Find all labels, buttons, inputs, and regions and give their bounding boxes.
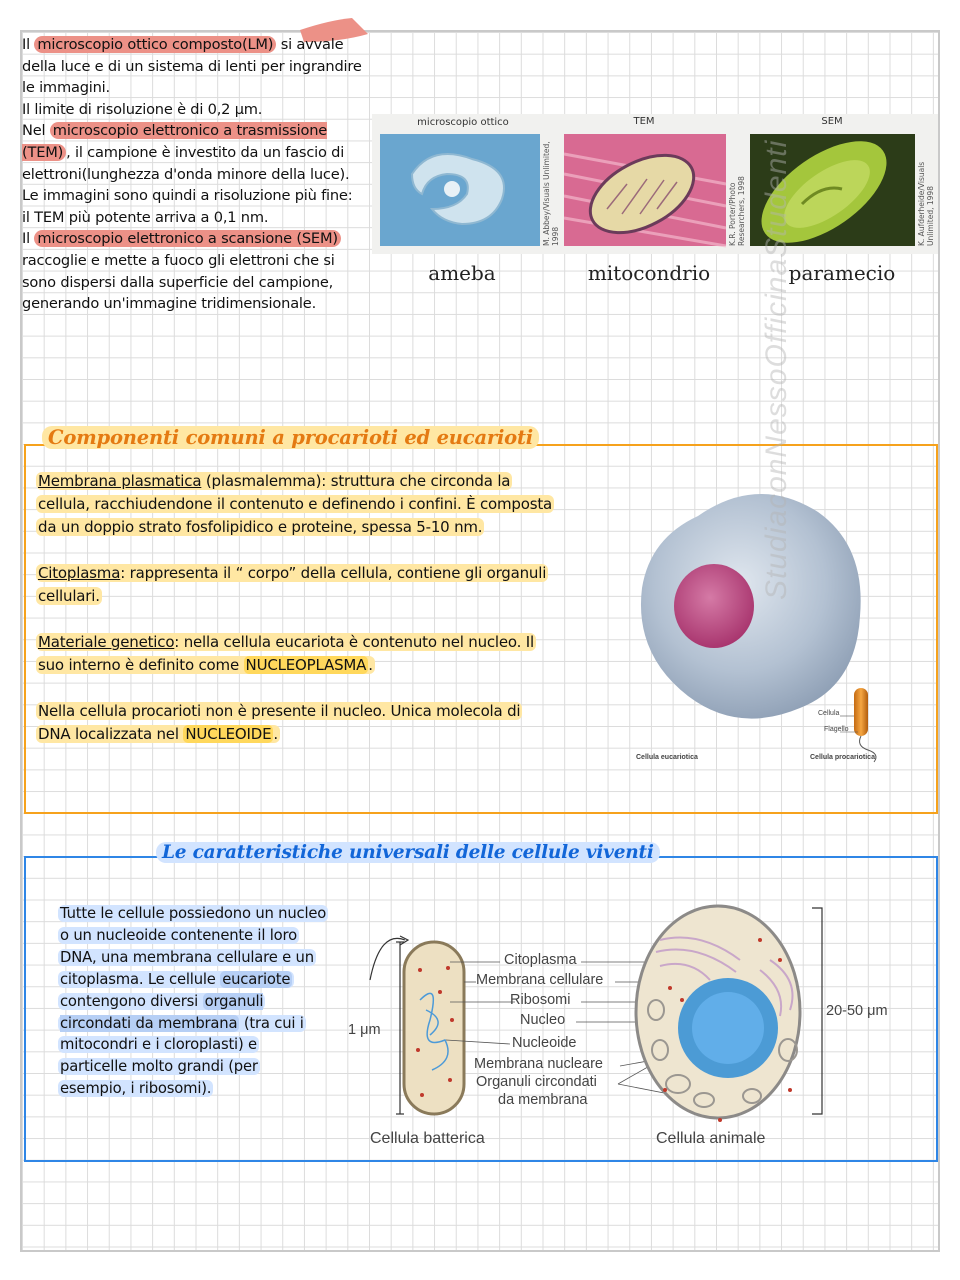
caption-animal: Cellula animale [656, 1130, 766, 1147]
panel-header: SEM [821, 116, 843, 127]
bacterial-cell-shape [404, 942, 464, 1114]
ameba-image [380, 134, 540, 246]
bacterial-animal-cell-diagram [348, 900, 920, 1158]
nucleoplasm-term: NUCLEOPLASMA [245, 656, 367, 674]
cell-diagram-drawing [360, 900, 920, 1158]
label-cytoplasm: Citoplasma [504, 952, 577, 968]
genetic-paragraph [36, 631, 556, 677]
components-title: Componenti comuni a procarioti ed eucarioti [42, 426, 539, 449]
membrane-paragraph [36, 470, 556, 539]
eukaryote-label: Cellula eucariotica [636, 754, 698, 761]
panel-header: TEM [633, 116, 655, 127]
universal-paragraph [58, 903, 328, 1100]
microscopy-text [22, 34, 362, 315]
sem-paragraph [22, 228, 362, 314]
universal-features-text [58, 903, 328, 1100]
cytoplasm-paragraph [36, 562, 556, 608]
scale-right: 20-50 μm [826, 1003, 888, 1019]
label-nucleus: Nucleo [520, 1012, 566, 1028]
nucleoid-term: NUCLEOIDE [185, 725, 272, 743]
text-run: . [368, 656, 373, 674]
text-run: (tra cui i mitocondri e i cloroplasti) e particelle molto grandi (per esempio, i ribosomi). [60, 1014, 304, 1098]
label-nucleoid: Nucleoide [512, 1035, 577, 1051]
panel-header: microscopio ottico [417, 117, 509, 128]
nucleus-shape [674, 564, 754, 648]
text-run: si avvale della luce e di un sistema di lenti per ingrandire le immagini. [22, 36, 362, 97]
image-credit: M. Abbey/Visuals Unlimited, 1998 [542, 141, 560, 246]
flagellum-label: Flagello [824, 726, 849, 733]
resolution-limit: Il limite di risoluzione è di 0,2 μm. [22, 100, 263, 118]
text-run: , il campione è investito da un fascio di elettroni(lunghezza d'onda minore della luce). Le immagini sono quindi a risoluzione più fine: il TEM più potente arriva a 0,1 nm. [22, 143, 353, 226]
image-credit: K.R. Porter/Photo Researchers, 1998 [728, 176, 746, 246]
label-organelles-cont: da membrana [498, 1092, 588, 1108]
text-run: . [273, 725, 278, 743]
panel-caption: paramecio [788, 261, 896, 285]
components-text [36, 470, 556, 769]
lm-paragraph [22, 34, 362, 99]
tem-paragraph [22, 120, 362, 228]
text-run: Nella cellula procarioti non è presente il nucleo. Unica molecola di DNA localizzata nel [38, 702, 521, 743]
label-ribosomes: Ribosomi [510, 992, 571, 1008]
label-nuclear-membrane: Membrana nucleare [474, 1056, 603, 1072]
text-run: Tutte le cellule possiedono un nucleo o un nucleoide contenente il loro DNA, una membrana cellulare e un citoplasma. Le cellule [60, 905, 327, 988]
membrane-term: Membrana plasmatica [38, 472, 202, 490]
organelles-term: organuli circondati da membrana [60, 992, 264, 1032]
genetic-term: Materiale genetico [38, 633, 175, 651]
prokaryote-paragraph [36, 700, 556, 746]
microscope-comparison-figure [372, 114, 938, 296]
text-run: : nella cellula eucariota è contenuto nel nucleo. Il suo interno è definito come [38, 633, 534, 674]
text-run: Nel [22, 122, 50, 140]
text-run: : rappresenta il “ corpo” della cellula, contiene gli organuli cellulari. [38, 564, 547, 605]
label-cell-membrane: Membrana cellulare [476, 972, 604, 988]
cell-label: Cellula [818, 710, 840, 717]
prokaryotic-cell-shape [854, 688, 868, 736]
label-organelles: Organuli circondati [476, 1074, 597, 1090]
caption-bacterial: Cellula batterica [370, 1130, 485, 1147]
universal-features-title: Le caratteristiche universali delle cellule viventi [156, 842, 660, 863]
prokaryote-label: Cellula procariotica [810, 754, 875, 761]
text-run: Il [22, 36, 35, 53]
sem-term-highlight: microscopio elettronico a scansione (SEM) [34, 230, 340, 247]
text-run: contengono diversi [60, 992, 203, 1010]
tem-term-highlight: microscopio elettronico a trasmissione (TEM) [22, 122, 328, 161]
text-run: raccoglie e mette a fuoco gli elettroni che si sono dispersi dalla superficie del campione, generando un'immagine tridimensionale. [22, 251, 335, 313]
panel-caption: ameba [428, 261, 496, 285]
scale-left: 1 μm [348, 1022, 381, 1038]
text-run: Il [22, 230, 35, 248]
cytoplasm-term: Citoplasma [38, 564, 121, 582]
image-credit: K. Aufderheide/Visuals Unlimited, 1998 [917, 161, 935, 246]
text-run: (plasmalemma): struttura che circonda la cellula, racchiudendone il contenuto e definendo i confini. È composta da un doppio strato fosfolipidico e proteine, spessa 5-10 nm. [38, 472, 552, 536]
panel-caption: mitocondrio [587, 261, 711, 285]
eukaryote-term: eucariote [222, 970, 291, 988]
watermark: StudiaconNessoOfficinaStudenti [760, 139, 793, 600]
lm-term-highlight: microscopio ottico composto(LM) [34, 36, 276, 53]
